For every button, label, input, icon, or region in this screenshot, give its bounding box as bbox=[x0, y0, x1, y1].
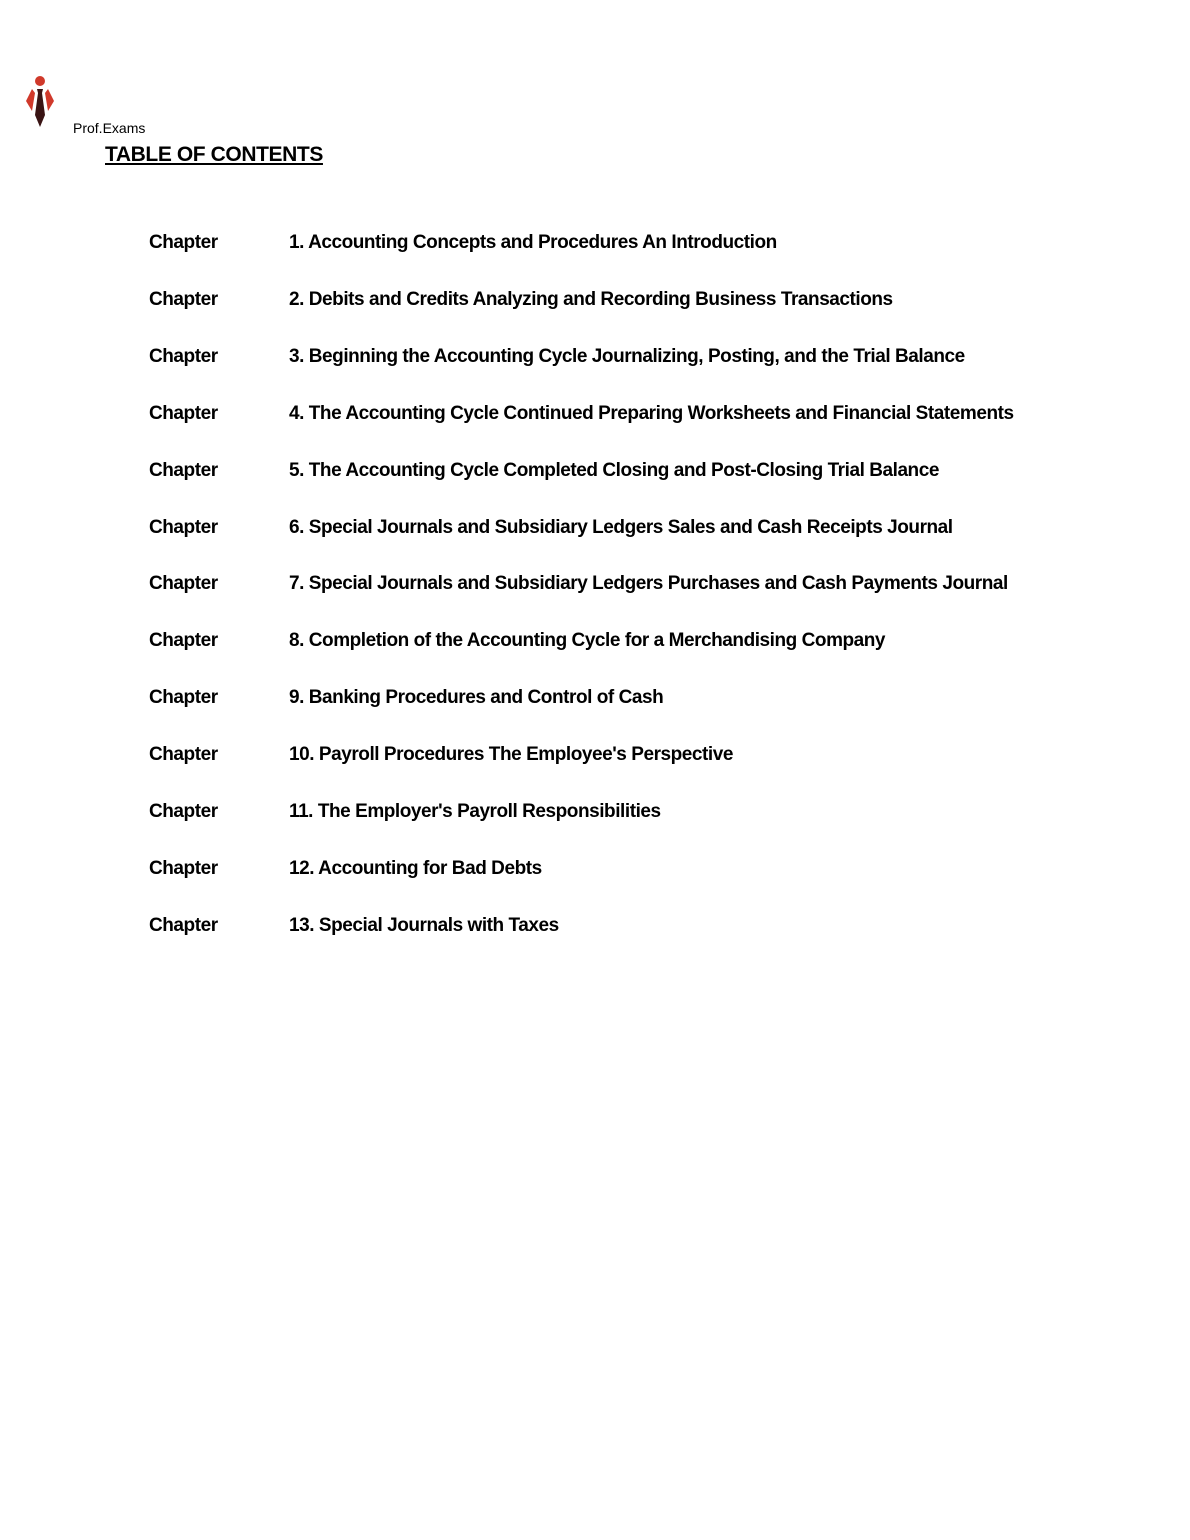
chapter-title[interactable]: 10. Payroll Procedures The Employee's Perspective bbox=[289, 744, 733, 766]
chapter-label: Chapter bbox=[149, 459, 218, 481]
chapter-title[interactable]: 8. Completion of the Accounting Cycle for a Merchandising Company bbox=[289, 630, 886, 652]
chapter-label: Chapter bbox=[149, 345, 218, 367]
chapter-title[interactable]: 6. Special Journals and Subsidiary Ledgers Sales and Cash Receipts Journal bbox=[289, 516, 953, 538]
brand-name: Prof.Exams bbox=[73, 120, 146, 136]
chapter-title[interactable]: 3. Beginning the Accounting Cycle Journalizing, Posting, and the Trial Balance bbox=[289, 345, 965, 367]
tie-person-logo-icon bbox=[24, 75, 58, 129]
chapter-label: Chapter bbox=[149, 744, 218, 766]
chapter-label: Chapter bbox=[149, 573, 218, 595]
chapter-title[interactable]: 11. The Employer's Payroll Responsibilities bbox=[289, 801, 661, 822]
chapter-label: Chapter bbox=[149, 914, 218, 936]
chapter-label: Chapter bbox=[149, 288, 218, 310]
chapter-title[interactable]: 2. Debits and Credits Analyzing and Recording Business Transactions bbox=[289, 288, 893, 310]
chapter-label: Chapter bbox=[149, 687, 218, 709]
chapter-label: Chapter bbox=[149, 857, 218, 879]
chapter-title[interactable]: 9. Banking Procedures and Control of Cash bbox=[289, 687, 664, 709]
chapter-title[interactable]: 13. Special Journals with Taxes bbox=[289, 914, 559, 936]
chapter-title[interactable]: 1. Accounting Concepts and Procedures An Introduction bbox=[289, 232, 777, 253]
chapter-label: Chapter bbox=[149, 232, 218, 253]
chapter-label: Chapter bbox=[149, 402, 218, 424]
chapter-label: Chapter bbox=[149, 630, 218, 652]
chapter-title[interactable]: 7. Special Journals and Subsidiary Ledgers Purchases and Cash Payments Journal bbox=[289, 573, 1008, 595]
chapter-title[interactable]: 5. The Accounting Cycle Completed Closing and Post-Closing Trial Balance bbox=[289, 459, 939, 481]
chapter-title[interactable]: 4. The Accounting Cycle Continued Preparing Worksheets and Financial Statements bbox=[289, 402, 1014, 424]
chapter-label: Chapter bbox=[149, 516, 218, 538]
chapter-title[interactable]: 12. Accounting for Bad Debts bbox=[289, 857, 542, 879]
page-title: TABLE OF CONTENTS bbox=[105, 143, 323, 166]
chapter-label: Chapter bbox=[149, 801, 218, 822]
